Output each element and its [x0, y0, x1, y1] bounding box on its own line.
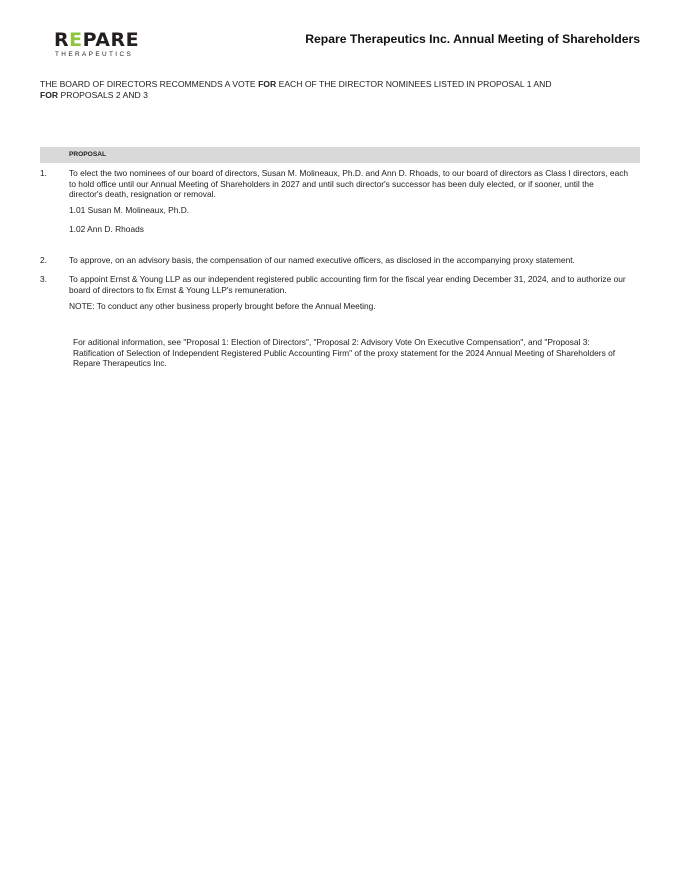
logo-letter-e: E [69, 29, 83, 51]
logo-wordmark [54, 30, 138, 50]
company-logo [54, 30, 138, 58]
recommendation-for-1: FOR [258, 79, 277, 89]
proposal-text: To elect the two nominees of our board of directors, Susan M. Molineaux, Ph.D. and Ann D. Rhoads, to our board of directors as Class I directors, each to hold office until our Annual Meeting of Shareholders in 2027 and until such director's successor has been duly elected, or if sooner, until the director's death, resignation or removal. [69, 168, 629, 200]
proposal-number: 3. [40, 274, 47, 284]
proposal-number: 2. [40, 255, 47, 265]
logo-letter-r: R [54, 29, 70, 51]
logo-tagline: THERAPEUTICS [55, 51, 134, 58]
proposal-header-label: PROPOSAL [69, 151, 107, 158]
logo-letters-pare: PARE [82, 29, 140, 51]
meeting-note: NOTE: To conduct any other business properly brought before the Annual Meeting. [69, 301, 376, 311]
nominee-item: 1.01 Susan M. Molineaux, Ph.D. [69, 205, 190, 215]
page-title: Repare Therapeutics Inc. Annual Meeting of Shareholders [305, 32, 640, 46]
proposal-header-bar [40, 147, 640, 163]
proposal-number: 1. [40, 168, 47, 178]
recommendation-text-2: EACH OF THE DIRECTOR NOMINEES LISTED IN PROPOSAL 1 AND [276, 79, 552, 89]
proposal-text: To appoint Ernst & Young LLP as our independent registered public accounting firm for the fiscal year ending December 31, 2024, and to authorize our board of directors to fix Ernst & Young LLP's remuneration. [69, 274, 626, 295]
board-recommendation [40, 79, 640, 101]
recommendation-for-2: FOR [40, 90, 59, 100]
nominee-item: 1.02 Ann D. Rhoads [69, 224, 144, 234]
recommendation-text-1: THE BOARD OF DIRECTORS RECOMMENDS A VOTE [40, 79, 259, 89]
recommendation-text-3: PROPOSALS 2 AND 3 [58, 90, 148, 100]
additional-information: For aditional information, see "Proposal 1: Election of Directors", "Proposal 2: Advisory Vote On Executive Compensation", and "Proposal 3: Ratification of Selection of Independent Registered Public Accounting Firm" of the proxy statement for the 2024 Annual Meeting of Shareholders of Repare Therapeutics Inc. [73, 337, 616, 369]
proposal-text: To approve, on an advisory basis, the compensation of our named executive officers, as disclosed in the accompanying proxy statement. [69, 255, 575, 265]
